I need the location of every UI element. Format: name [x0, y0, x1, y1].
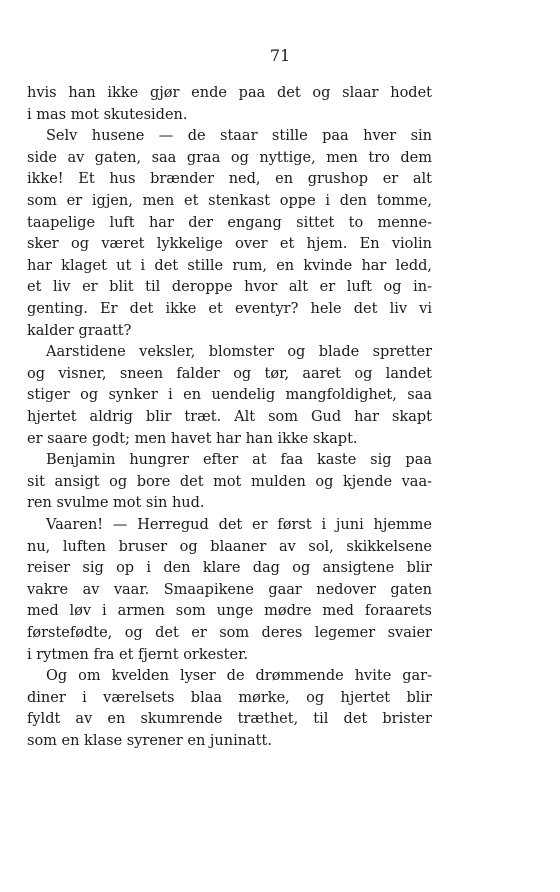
text-line: i mas mot skutesiden. [27, 106, 188, 123]
text-line: Selv husene — de staar stille paa hver sin [46, 128, 432, 145]
text-line: kalder graatt? [27, 322, 132, 339]
text-line: førstefødte, og det er som deres legemer svaier [27, 625, 432, 641]
text-line: med løv i armen som unge mødre med foraarets [27, 603, 432, 620]
text-line: sker og været lykkelige over et hjem. En violin [27, 236, 432, 253]
text-line: som en klase syrener en juninatt. [27, 733, 272, 749]
text-line: nu, luften bruser og blaaner av sol, skikkelsene [27, 538, 432, 555]
text-line: og visner, sneen falder og tør, aaret og landet [27, 365, 432, 382]
text-line: reiser sig op i den klare dag og ansigtene blir [27, 560, 432, 577]
text-line: vakre av vaar. Smaapikene gaar nedover gaten [27, 581, 432, 598]
text-line: side av gaten, saa graa og nyttige, men tro dem [27, 149, 432, 166]
text-line: stiger og synker i en uendelig mangfoldighet, saa [27, 387, 432, 404]
text-line: Vaaren! — Herregud det er først i juni hjemme [46, 517, 432, 533]
text-line: sit ansigt og bore det mot mulden og kjende vaa- [27, 473, 432, 490]
page-number: 71 [269, 46, 291, 65]
text-line: diner i værelsets blaa mørke, og hjertet blir [27, 689, 432, 706]
text-line: har klaget ut i det stille rum, en kvinde har ledd, [27, 257, 432, 274]
text-line: et liv er blit til deroppe hvor alt er luft og in- [27, 279, 432, 296]
text-line: er saare godt; men havet har han ikke skapt. [27, 430, 358, 447]
text-line: som er igjen, men et stenkast oppe i den tomme, [27, 193, 432, 209]
text-line: Aarstidene veksler, blomster og blade spretter [46, 344, 432, 361]
text-line: ren svulme mot sin hud. [27, 495, 205, 512]
text-line: taapelige luft har der engang sittet to menne- [27, 214, 432, 231]
text-line: hjertet aldrig blir træt. Alt som Gud har skapt [27, 409, 432, 425]
text-line: Benjamin hungrer efter at faa kaste sig paa [46, 452, 432, 469]
text-line: fyldt av en skumrende træthet, til det brister [27, 711, 432, 728]
text-line: genting. Er det ikke et eventyr? hele det liv vi [27, 301, 432, 317]
text-line: ikke! Et hus brænder ned, en grushop er alt [27, 171, 432, 188]
text-line: hvis han ikke gjør ende paa det og slaar hodet [27, 85, 432, 101]
text-line: Og om kvelden lyser de drømmende hvite gar- [46, 668, 432, 685]
text-line: i rytmen fra et fjernt orkester. [27, 646, 249, 663]
